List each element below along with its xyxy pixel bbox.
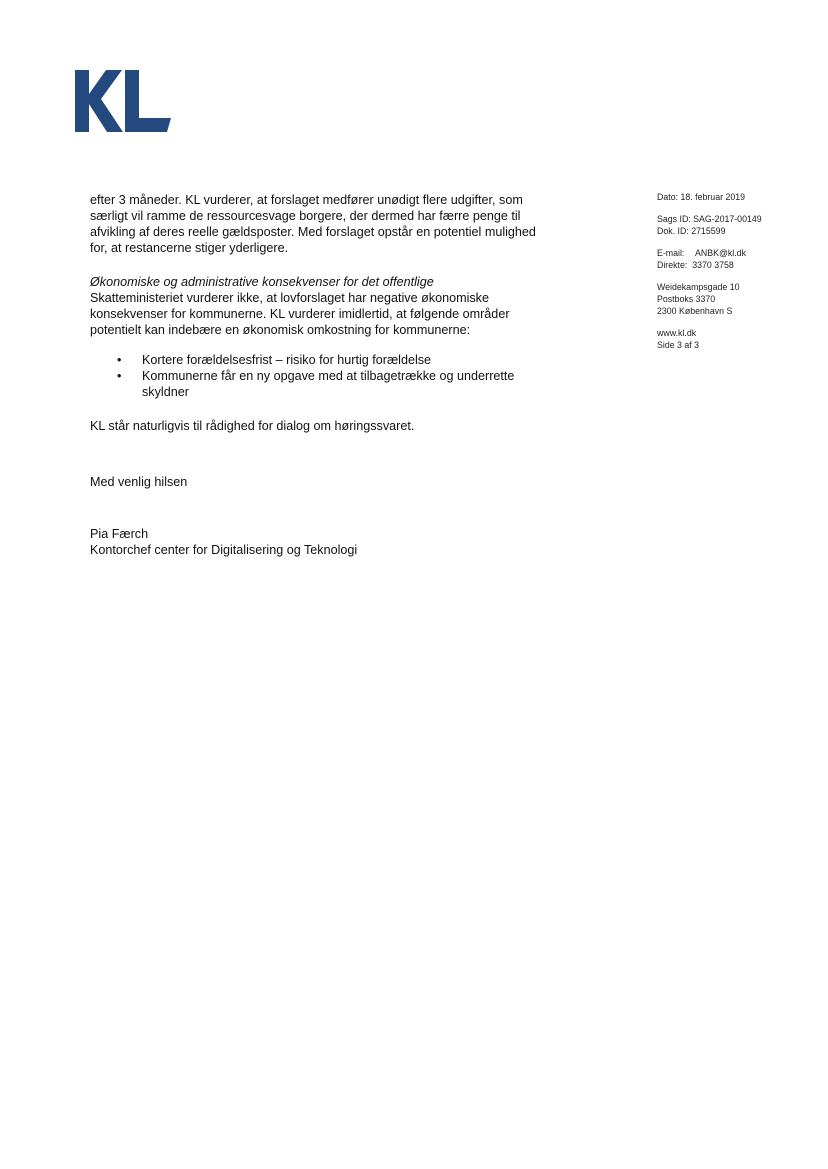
signature-name: Pia Færch xyxy=(90,527,149,541)
email-row xyxy=(657,247,807,259)
letter-body xyxy=(90,192,545,558)
kl-logo xyxy=(75,70,171,132)
date-line: Dato: 18. februar 2019 xyxy=(657,192,746,202)
address-line: Weidekampsgade 10 xyxy=(657,282,740,292)
address-line: Postboks 3370 xyxy=(657,294,716,304)
signature-title: Kontorchef center for Digitalisering og Teknologi xyxy=(90,543,358,557)
dok-id: Dok. ID: 2715599 xyxy=(657,226,726,236)
email-label: E-mail: xyxy=(657,248,685,258)
sags-id: Sags ID: SAG-2017-00149 xyxy=(657,214,762,224)
direkte-row xyxy=(657,259,807,271)
bullet-icon: • xyxy=(117,369,122,383)
direkte-value: 3370 3758 xyxy=(692,260,734,270)
direkte-label: Direkte: xyxy=(657,260,688,270)
section-heading: Økonomiske og administrative konsekvenser for det offentlige xyxy=(90,275,434,289)
body-paragraph: Skatteministeriet vurderer ikke, at lovforslaget har negative økonomiske konsekvenser for kommunerne. KL vurderer imidlertid, at følgende områder potentielt kan indebære en økonomisk omkostning for kommunerne: xyxy=(90,291,510,337)
address-line: 2300 København S xyxy=(657,306,733,316)
bullet-icon: • xyxy=(117,353,122,367)
list-item-text: Kortere forældelsesfrist – risiko for hurtig forældelse xyxy=(142,353,432,367)
page-number: Side 3 af 3 xyxy=(657,340,700,350)
list-item-text: Kommunerne får en ny opgave med at tilbagetrække og underrette skyldner xyxy=(142,369,515,399)
list-item xyxy=(90,368,545,400)
website: www.kl.dk xyxy=(657,328,697,338)
email-value: ANBK@kl.dk xyxy=(695,248,746,258)
closing-salutation: Med venlig hilsen xyxy=(90,475,188,489)
bullet-list xyxy=(90,352,545,400)
letter-meta-sidebar xyxy=(657,191,807,361)
list-item xyxy=(90,352,545,368)
body-paragraph: KL står naturligvis til rådighed for dialog om høringssvaret. xyxy=(90,419,415,433)
body-paragraph: efter 3 måneder. KL vurderer, at forslaget medfører unødigt flere udgifter, som særligt vil ramme de ressourcesvage borgere, der dermed har færre penge til afvikling af deres reelle gældsposter. Med forslaget opstår en potentiel mulighed for, at restancerne stiger yderligere. xyxy=(90,193,536,255)
